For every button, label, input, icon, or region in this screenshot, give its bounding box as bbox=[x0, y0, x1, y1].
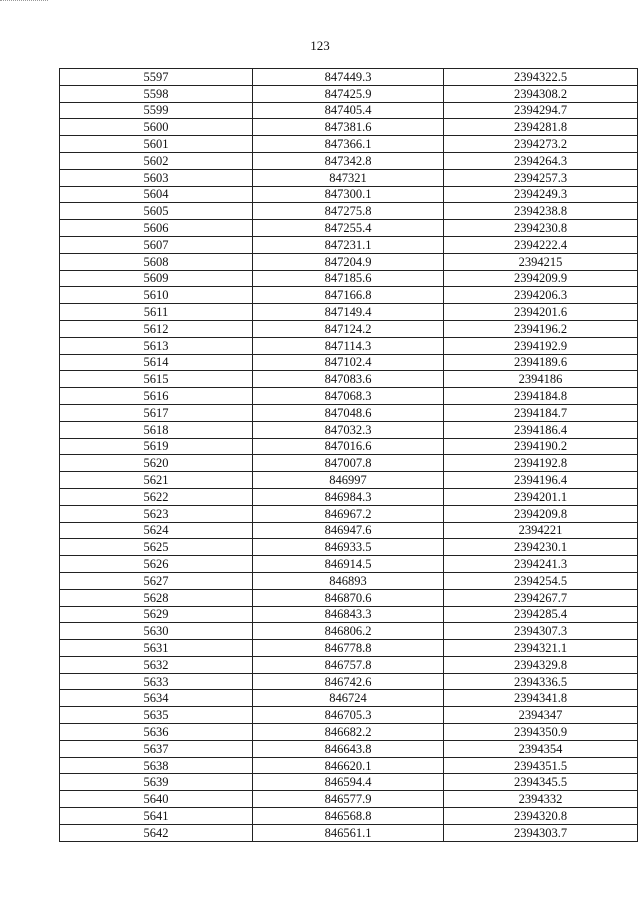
x-coordinate-cell: 847342.8 bbox=[253, 152, 444, 169]
x-coordinate-cell: 846893 bbox=[253, 572, 444, 589]
x-coordinate-cell: 846724 bbox=[253, 690, 444, 707]
table-row bbox=[60, 808, 638, 825]
table-row bbox=[60, 337, 638, 354]
table-row bbox=[60, 102, 638, 119]
table-row bbox=[60, 824, 638, 841]
point-number-cell: 5614 bbox=[60, 354, 253, 371]
x-coordinate-cell: 846843.3 bbox=[253, 606, 444, 623]
y-coordinate-cell: 2394281.8 bbox=[444, 119, 638, 136]
point-number-cell: 5625 bbox=[60, 539, 253, 556]
table-row bbox=[60, 791, 638, 808]
y-coordinate-cell: 2394294.7 bbox=[444, 102, 638, 119]
x-coordinate-cell: 846561.1 bbox=[253, 824, 444, 841]
x-coordinate-cell: 847166.8 bbox=[253, 287, 444, 304]
x-coordinate-cell: 846643.8 bbox=[253, 740, 444, 757]
point-number-cell: 5599 bbox=[60, 102, 253, 119]
x-coordinate-cell: 847083.6 bbox=[253, 371, 444, 388]
table-row bbox=[60, 472, 638, 489]
y-coordinate-cell: 2394285.4 bbox=[444, 606, 638, 623]
y-coordinate-cell: 2394341.8 bbox=[444, 690, 638, 707]
point-number-cell: 5615 bbox=[60, 371, 253, 388]
y-coordinate-cell: 2394215 bbox=[444, 253, 638, 270]
table-row bbox=[60, 488, 638, 505]
point-number-cell: 5632 bbox=[60, 656, 253, 673]
y-coordinate-cell: 2394321.1 bbox=[444, 640, 638, 657]
x-coordinate-cell: 847300.1 bbox=[253, 186, 444, 203]
y-coordinate-cell: 2394192.9 bbox=[444, 337, 638, 354]
table-row bbox=[60, 253, 638, 270]
x-coordinate-cell: 847149.4 bbox=[253, 304, 444, 321]
table-row bbox=[60, 203, 638, 220]
y-coordinate-cell: 2394273.2 bbox=[444, 136, 638, 153]
table-row bbox=[60, 287, 638, 304]
x-coordinate-cell: 847185.6 bbox=[253, 270, 444, 287]
table-row bbox=[60, 455, 638, 472]
corner-scan-mark bbox=[0, 0, 48, 9]
point-number-cell: 5624 bbox=[60, 522, 253, 539]
x-coordinate-cell: 846984.3 bbox=[253, 488, 444, 505]
x-coordinate-cell: 846682.2 bbox=[253, 724, 444, 741]
point-number-cell: 5628 bbox=[60, 589, 253, 606]
x-coordinate-cell: 846757.8 bbox=[253, 656, 444, 673]
y-coordinate-cell: 2394336.5 bbox=[444, 673, 638, 690]
y-coordinate-cell: 2394322.5 bbox=[444, 69, 638, 86]
x-coordinate-cell: 847425.9 bbox=[253, 85, 444, 102]
x-coordinate-cell: 846933.5 bbox=[253, 539, 444, 556]
y-coordinate-cell: 2394186 bbox=[444, 371, 638, 388]
point-number-cell: 5617 bbox=[60, 404, 253, 421]
x-coordinate-cell: 846914.5 bbox=[253, 556, 444, 573]
y-coordinate-cell: 2394209.8 bbox=[444, 505, 638, 522]
table-row bbox=[60, 404, 638, 421]
point-number-cell: 5605 bbox=[60, 203, 253, 220]
point-number-cell: 5622 bbox=[60, 488, 253, 505]
y-coordinate-cell: 2394329.8 bbox=[444, 656, 638, 673]
table-row bbox=[60, 505, 638, 522]
point-number-cell: 5641 bbox=[60, 808, 253, 825]
table-row bbox=[60, 388, 638, 405]
x-coordinate-cell: 847231.1 bbox=[253, 236, 444, 253]
y-coordinate-cell: 2394222.4 bbox=[444, 236, 638, 253]
y-coordinate-cell: 2394264.3 bbox=[444, 152, 638, 169]
point-number-cell: 5601 bbox=[60, 136, 253, 153]
table-row bbox=[60, 270, 638, 287]
table-row bbox=[60, 220, 638, 237]
point-number-cell: 5616 bbox=[60, 388, 253, 405]
table-row bbox=[60, 304, 638, 321]
y-coordinate-cell: 2394254.5 bbox=[444, 572, 638, 589]
x-coordinate-cell: 846705.3 bbox=[253, 707, 444, 724]
table-row bbox=[60, 152, 638, 169]
y-coordinate-cell: 2394307.3 bbox=[444, 623, 638, 640]
y-coordinate-cell: 2394189.6 bbox=[444, 354, 638, 371]
y-coordinate-cell: 2394196.2 bbox=[444, 320, 638, 337]
y-coordinate-cell: 2394303.7 bbox=[444, 824, 638, 841]
point-number-cell: 5621 bbox=[60, 472, 253, 489]
y-coordinate-cell: 2394345.5 bbox=[444, 774, 638, 791]
table-row bbox=[60, 724, 638, 741]
point-number-cell: 5597 bbox=[60, 69, 253, 86]
table-row bbox=[60, 69, 638, 86]
y-coordinate-cell: 2394206.3 bbox=[444, 287, 638, 304]
y-coordinate-cell: 2394249.3 bbox=[444, 186, 638, 203]
point-number-cell: 5604 bbox=[60, 186, 253, 203]
point-number-cell: 5610 bbox=[60, 287, 253, 304]
x-coordinate-cell: 847016.6 bbox=[253, 438, 444, 455]
x-coordinate-cell: 847449.3 bbox=[253, 69, 444, 86]
table-row bbox=[60, 673, 638, 690]
x-coordinate-cell: 847007.8 bbox=[253, 455, 444, 472]
x-coordinate-cell: 847032.3 bbox=[253, 421, 444, 438]
table-row bbox=[60, 169, 638, 186]
table-row bbox=[60, 186, 638, 203]
y-coordinate-cell: 2394184.7 bbox=[444, 404, 638, 421]
table-row bbox=[60, 572, 638, 589]
point-number-cell: 5637 bbox=[60, 740, 253, 757]
table-row bbox=[60, 539, 638, 556]
y-coordinate-cell: 2394221 bbox=[444, 522, 638, 539]
x-coordinate-cell: 846594.4 bbox=[253, 774, 444, 791]
table-row bbox=[60, 136, 638, 153]
x-coordinate-cell: 846577.9 bbox=[253, 791, 444, 808]
point-number-cell: 5609 bbox=[60, 270, 253, 287]
point-number-cell: 5611 bbox=[60, 304, 253, 321]
point-number-cell: 5618 bbox=[60, 421, 253, 438]
point-number-cell: 5638 bbox=[60, 757, 253, 774]
table-row bbox=[60, 606, 638, 623]
y-coordinate-cell: 2394238.8 bbox=[444, 203, 638, 220]
y-coordinate-cell: 2394241.3 bbox=[444, 556, 638, 573]
y-coordinate-cell: 2394192.8 bbox=[444, 455, 638, 472]
table-row bbox=[60, 640, 638, 657]
table-row bbox=[60, 757, 638, 774]
point-number-cell: 5636 bbox=[60, 724, 253, 741]
y-coordinate-cell: 2394257.3 bbox=[444, 169, 638, 186]
x-coordinate-cell: 847381.6 bbox=[253, 119, 444, 136]
y-coordinate-cell: 2394230.8 bbox=[444, 220, 638, 237]
x-coordinate-cell: 847114.3 bbox=[253, 337, 444, 354]
y-coordinate-cell: 2394201.1 bbox=[444, 488, 638, 505]
x-coordinate-cell: 846568.8 bbox=[253, 808, 444, 825]
table-row bbox=[60, 656, 638, 673]
point-number-cell: 5629 bbox=[60, 606, 253, 623]
y-coordinate-cell: 2394184.8 bbox=[444, 388, 638, 405]
y-coordinate-cell: 2394209.9 bbox=[444, 270, 638, 287]
point-number-cell: 5635 bbox=[60, 707, 253, 724]
point-number-cell: 5640 bbox=[60, 791, 253, 808]
point-number-cell: 5606 bbox=[60, 220, 253, 237]
x-coordinate-cell: 847204.9 bbox=[253, 253, 444, 270]
coordinate-table bbox=[59, 68, 638, 842]
table-row bbox=[60, 589, 638, 606]
point-number-cell: 5603 bbox=[60, 169, 253, 186]
x-coordinate-cell: 847124.2 bbox=[253, 320, 444, 337]
point-number-cell: 5620 bbox=[60, 455, 253, 472]
table-row bbox=[60, 236, 638, 253]
point-number-cell: 5631 bbox=[60, 640, 253, 657]
x-coordinate-cell: 847068.3 bbox=[253, 388, 444, 405]
y-coordinate-cell: 2394196.4 bbox=[444, 472, 638, 489]
x-coordinate-cell: 847366.1 bbox=[253, 136, 444, 153]
point-number-cell: 5608 bbox=[60, 253, 253, 270]
y-coordinate-cell: 2394351.5 bbox=[444, 757, 638, 774]
point-number-cell: 5602 bbox=[60, 152, 253, 169]
y-coordinate-cell: 2394320.8 bbox=[444, 808, 638, 825]
table-row bbox=[60, 354, 638, 371]
y-coordinate-cell: 2394332 bbox=[444, 791, 638, 808]
table-row bbox=[60, 371, 638, 388]
table-row bbox=[60, 119, 638, 136]
point-number-cell: 5623 bbox=[60, 505, 253, 522]
point-number-cell: 5612 bbox=[60, 320, 253, 337]
y-coordinate-cell: 2394201.6 bbox=[444, 304, 638, 321]
point-number-cell: 5600 bbox=[60, 119, 253, 136]
table-row bbox=[60, 707, 638, 724]
point-number-cell: 5626 bbox=[60, 556, 253, 573]
table-row bbox=[60, 438, 638, 455]
table-row bbox=[60, 623, 638, 640]
y-coordinate-cell: 2394267.7 bbox=[444, 589, 638, 606]
point-number-cell: 5607 bbox=[60, 236, 253, 253]
x-coordinate-cell: 846742.6 bbox=[253, 673, 444, 690]
point-number-cell: 5630 bbox=[60, 623, 253, 640]
x-coordinate-cell: 847102.4 bbox=[253, 354, 444, 371]
x-coordinate-cell: 846620.1 bbox=[253, 757, 444, 774]
y-coordinate-cell: 2394186.4 bbox=[444, 421, 638, 438]
point-number-cell: 5633 bbox=[60, 673, 253, 690]
x-coordinate-cell: 847321 bbox=[253, 169, 444, 186]
page-number: 123 bbox=[310, 38, 330, 53]
y-coordinate-cell: 2394230.1 bbox=[444, 539, 638, 556]
point-number-cell: 5639 bbox=[60, 774, 253, 791]
point-number-cell: 5598 bbox=[60, 85, 253, 102]
table-row bbox=[60, 421, 638, 438]
x-coordinate-cell: 847255.4 bbox=[253, 220, 444, 237]
x-coordinate-cell: 847048.6 bbox=[253, 404, 444, 421]
x-coordinate-cell: 846967.2 bbox=[253, 505, 444, 522]
x-coordinate-cell: 846870.6 bbox=[253, 589, 444, 606]
x-coordinate-cell: 847405.4 bbox=[253, 102, 444, 119]
point-number-cell: 5627 bbox=[60, 572, 253, 589]
y-coordinate-cell: 2394347 bbox=[444, 707, 638, 724]
table-row bbox=[60, 85, 638, 102]
point-number-cell: 5634 bbox=[60, 690, 253, 707]
y-coordinate-cell: 2394308.2 bbox=[444, 85, 638, 102]
table-row bbox=[60, 320, 638, 337]
y-coordinate-cell: 2394190.2 bbox=[444, 438, 638, 455]
x-coordinate-cell: 846778.8 bbox=[253, 640, 444, 657]
y-coordinate-cell: 2394350.9 bbox=[444, 724, 638, 741]
point-number-cell: 5642 bbox=[60, 824, 253, 841]
x-coordinate-cell: 847275.8 bbox=[253, 203, 444, 220]
coordinate-table-body bbox=[60, 69, 638, 842]
point-number-cell: 5613 bbox=[60, 337, 253, 354]
table-row bbox=[60, 522, 638, 539]
table-row bbox=[60, 774, 638, 791]
x-coordinate-cell: 846947.6 bbox=[253, 522, 444, 539]
table-row bbox=[60, 690, 638, 707]
x-coordinate-cell: 846997 bbox=[253, 472, 444, 489]
y-coordinate-cell: 2394354 bbox=[444, 740, 638, 757]
x-coordinate-cell: 846806.2 bbox=[253, 623, 444, 640]
point-number-cell: 5619 bbox=[60, 438, 253, 455]
table-row bbox=[60, 740, 638, 757]
table-row bbox=[60, 556, 638, 573]
